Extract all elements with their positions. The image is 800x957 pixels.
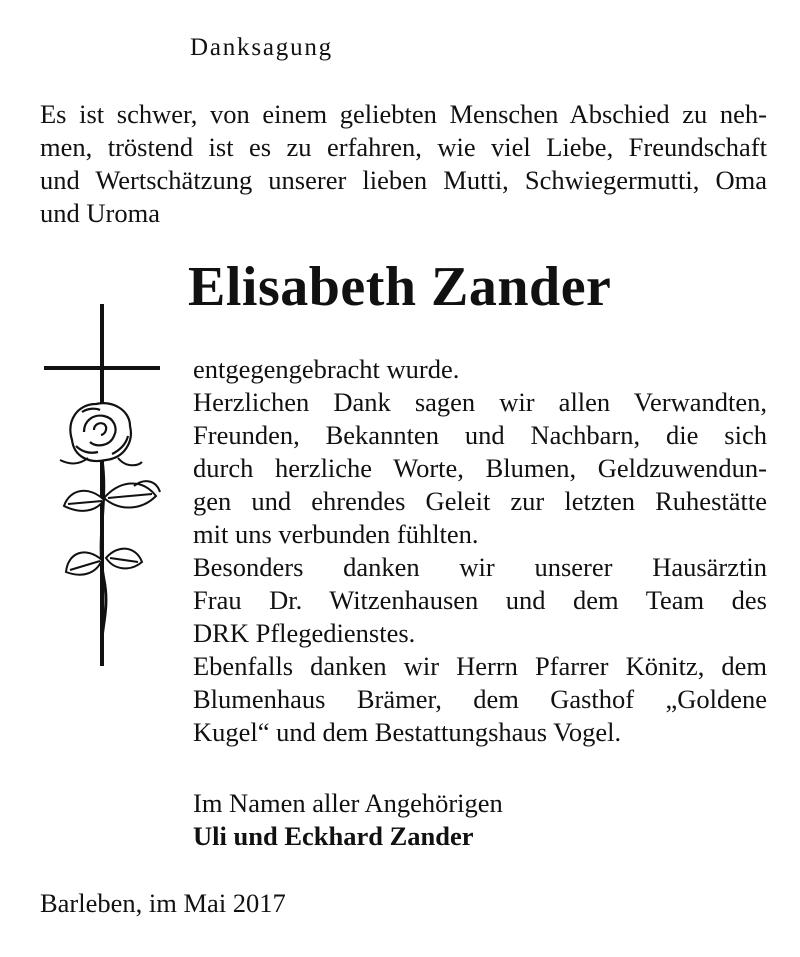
body-line: Herzlichen Dank sagen wir allen Verwandten, bbox=[193, 387, 767, 417]
intro-line: und Wertschätzung unserer lieben Mutti, Schwiegermutti, Oma bbox=[40, 165, 767, 195]
cross-with-rose-icon bbox=[38, 300, 168, 670]
place-date: Barleben, im Mai 2017 bbox=[40, 888, 286, 918]
heading: Danksagung bbox=[190, 34, 333, 61]
intro-line: Es ist schwer, von einem geliebten Menschen Abschied zu neh- bbox=[40, 99, 767, 129]
signature-intro: Im Namen aller Angehörigen bbox=[193, 788, 503, 818]
body-line: gen und ehrendes Geleit zur letzten Ruhestätte bbox=[193, 486, 767, 516]
deceased-name: Elisabeth Zander bbox=[188, 256, 612, 318]
body-line: Kugel“ und dem Bestattungshaus Vogel. bbox=[193, 717, 622, 747]
intro-line: und Uroma bbox=[40, 198, 160, 228]
body-line: Ebenfalls danken wir Herrn Pfarrer Könitz, dem bbox=[193, 651, 767, 681]
body-line: DRK Pflegedienstes. bbox=[193, 618, 416, 648]
signature-names: Uli und Eckhard Zander bbox=[193, 821, 474, 851]
body-line: Blumenhaus Brämer, dem Gasthof „Goldene bbox=[193, 684, 767, 714]
intro-line: men, tröstend ist es zu erfahren, wie viel Liebe, Freundschaft bbox=[40, 132, 767, 162]
body-line: mit uns verbunden fühlten. bbox=[193, 519, 479, 549]
body-line: Frau Dr. Witzenhausen und dem Team des bbox=[193, 585, 767, 615]
body-line: Besonders danken wir unserer Hausärztin bbox=[193, 552, 767, 582]
body-line: entgegengebracht wurde. bbox=[193, 354, 460, 384]
body-line: durch herzliche Worte, Blumen, Geldzuwendun- bbox=[193, 453, 767, 483]
body-line: Freunden, Bekannten und Nachbarn, die sich bbox=[193, 420, 767, 450]
